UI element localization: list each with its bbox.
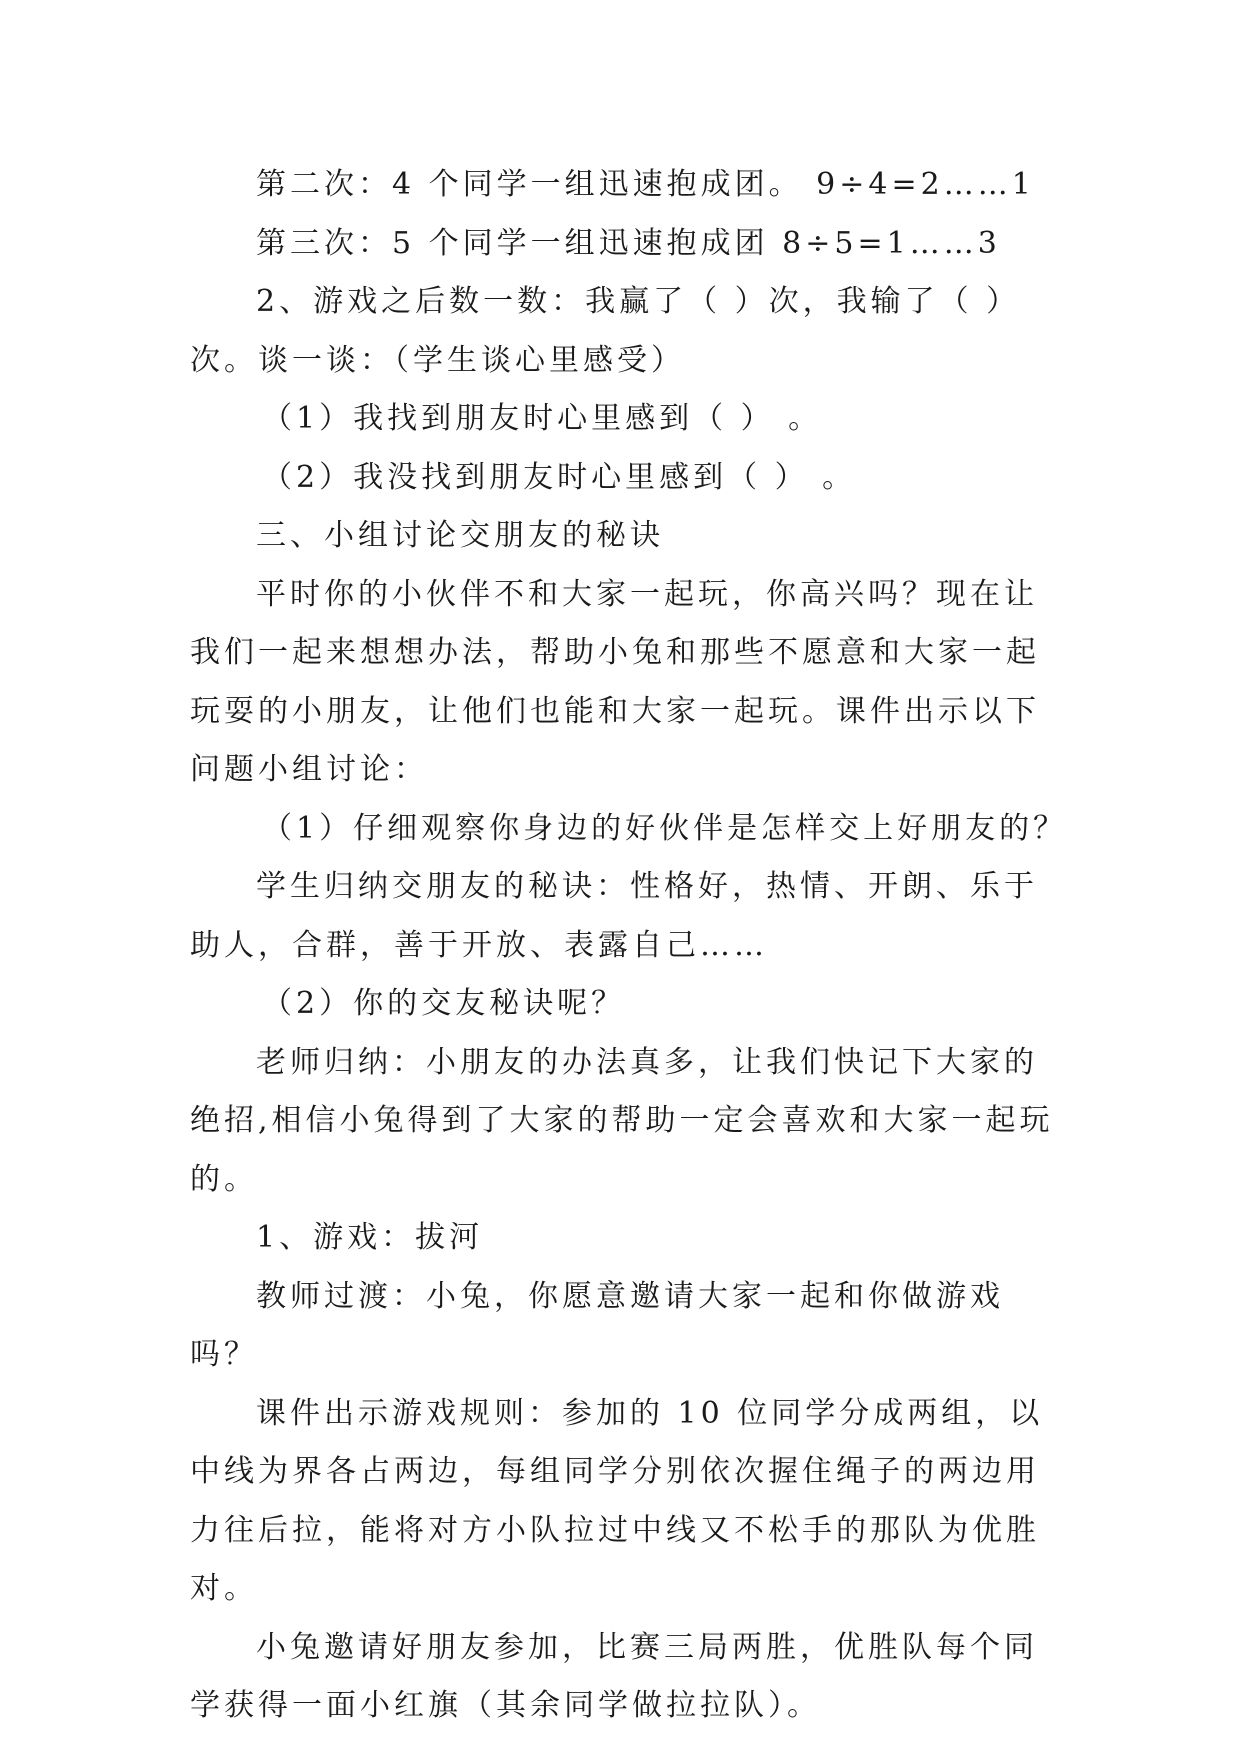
document-body bbox=[190, 156, 1070, 1736]
paragraph-teacher-summary: 老师归纳：小朋友的办法真多，让我们快记下大家的绝招,相信小兔得到了大家的帮助一定会喜欢和大家一起玩的。 bbox=[190, 1044, 1054, 1197]
paragraph-question-2: （2）你的交友秘诀呢？ bbox=[262, 986, 626, 1021]
paragraph-second-round: 第二次：4 个同学一组迅速抱成团。 9÷4=2……1 bbox=[256, 167, 1035, 202]
paragraph-game-tug-of-war: 1、游戏：拔河 bbox=[256, 1220, 484, 1255]
paragraph-invitation: 小兔邀请好朋友参加，比赛三局两胜，优胜队每个同学获得一面小红旗（其余同学做拉拉队）。 bbox=[190, 1629, 1038, 1723]
paragraph-count-and-talk: 2、游戏之后数一数：我赢了（ ）次，我输了（ ）次。谈一谈：（学生谈心里感受） bbox=[190, 284, 1021, 378]
paragraph-game-rules: 课件出示游戏规则：参加的 10 位同学分成两组，以中线为界各占两边，每组同学分别依次握住绳子的两边用力往后拉，能将对方小队拉过中线又不松手的那队为优胜对。 bbox=[190, 1395, 1044, 1606]
paragraph-teacher-transition: 教师过渡：小兔，你愿意邀请大家一起和你做游戏吗？ bbox=[190, 1278, 1004, 1372]
paragraph-third-round: 第三次：5 个同学一组迅速抱成团 8÷5=1……3 bbox=[256, 225, 1001, 261]
paragraph-question-1: （1）仔细观察你身边的好伙伴是怎样交上好朋友的？ bbox=[262, 810, 1068, 846]
paragraph-student-summary: 学生归纳交朋友的秘诀：性格好，热情、开朗、乐于助人，合群，善于开放、表露自己…… bbox=[190, 869, 1038, 963]
paragraph-discussion-intro: 平时你的小伙伴不和大家一起玩，你高兴吗？现在让我们一起来想想办法，帮助小兔和那些不愿意和大家一起玩耍的小朋友，让他们也能和大家一起玩。课件出示以下问题小组讨论： bbox=[190, 576, 1040, 787]
paragraph-not-found-friend: （2）我没找到朋友时心里感到（ ） 。 bbox=[262, 459, 857, 495]
paragraph-found-friend: （1）我找到朋友时心里感到（ ） 。 bbox=[262, 401, 823, 436]
section-heading-group-discussion: 三、小组讨论交朋友的秘诀 bbox=[256, 518, 664, 553]
